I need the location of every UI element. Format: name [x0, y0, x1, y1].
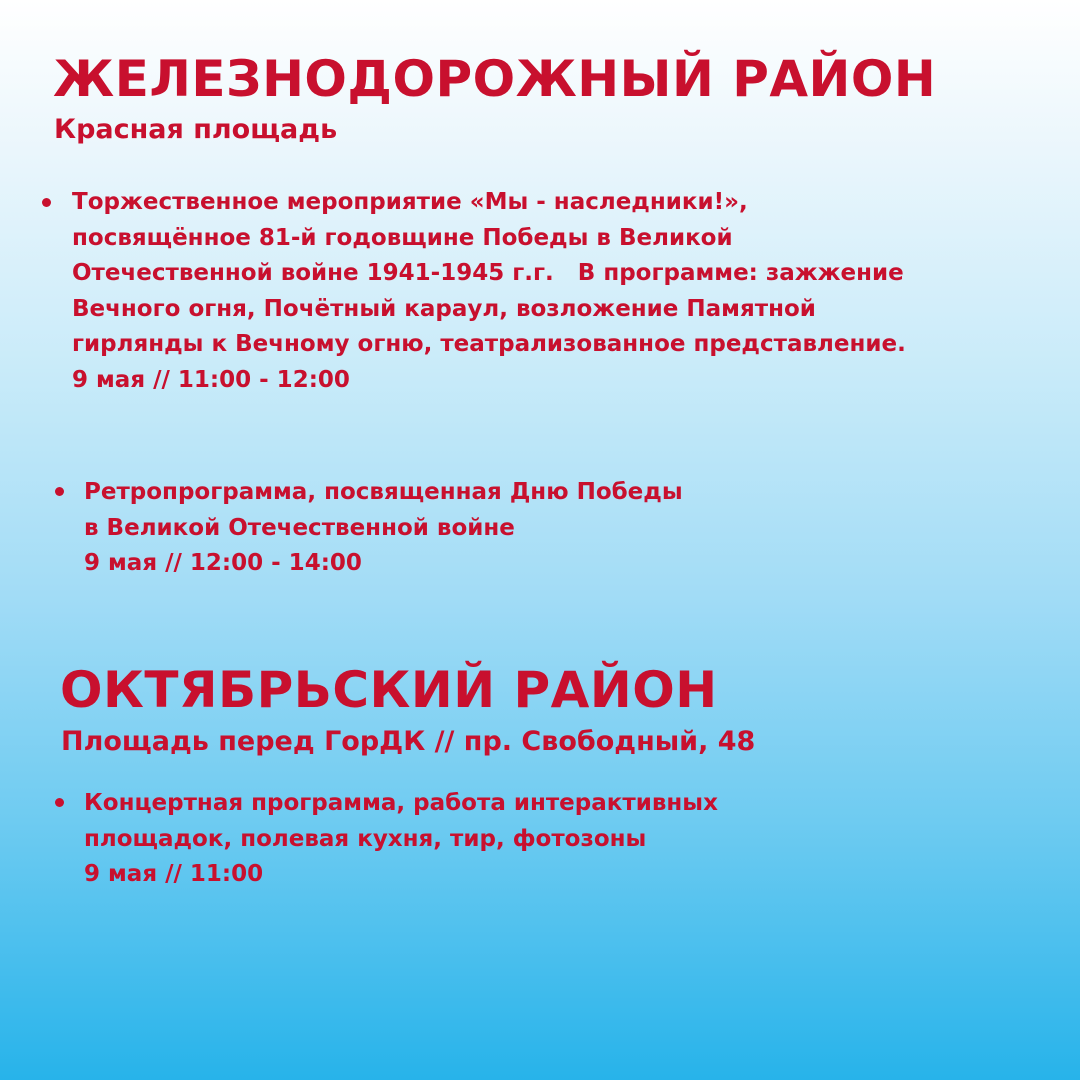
event-item-concert: [84, 786, 718, 893]
district-title-oktyabrsky: ОКТЯБРЬСКИЙ РАЙОН: [60, 661, 718, 719]
venue-red-square: Красная площадь: [54, 114, 338, 145]
event-datetime: 9 мая // 12:00 - 14:00: [84, 550, 362, 576]
event-datetime: 9 мая // 11:00 - 12:00: [72, 366, 350, 393]
event-datetime: 9 мая // 11:00: [84, 861, 264, 887]
event-text-line: Вечного огня, Почётный караул, возложение Памятной: [72, 295, 816, 322]
event-text-line: в Великой Отечественной войне: [84, 514, 515, 541]
event-item-ceremony: [72, 185, 906, 398]
event-text-line: гирлянды к Вечному огню, театрализованное представление.: [72, 331, 906, 357]
district-title-zheleznodorozhny: ЖЕЛЕЗНОДОРОЖНЫЙ РАЙОН: [53, 50, 937, 108]
event-text-line: посвящённое 81-й годовщине Победы в Великой: [72, 224, 733, 251]
event-text-line: Концертная программа, работа интерактивных: [84, 790, 718, 816]
venue-gordk-square: Площадь перед ГорДК // пр. Свободный, 48: [61, 726, 756, 757]
bullet-icon: [42, 198, 51, 207]
bullet-icon: [55, 487, 64, 496]
bullet-icon: [55, 798, 64, 807]
event-item-retro-program: [84, 475, 683, 582]
event-text-line: площадок, полевая кухня, тир, фотозоны: [84, 825, 647, 852]
event-text-line: Отечественной войне 1941-1945 г.г. В программе: зажжение: [72, 260, 904, 286]
event-text-line: Торжественное мероприятие «Мы - наследники!»,: [72, 189, 748, 215]
event-text-line: Ретропрограмма, посвященная Дню Победы: [84, 479, 683, 505]
